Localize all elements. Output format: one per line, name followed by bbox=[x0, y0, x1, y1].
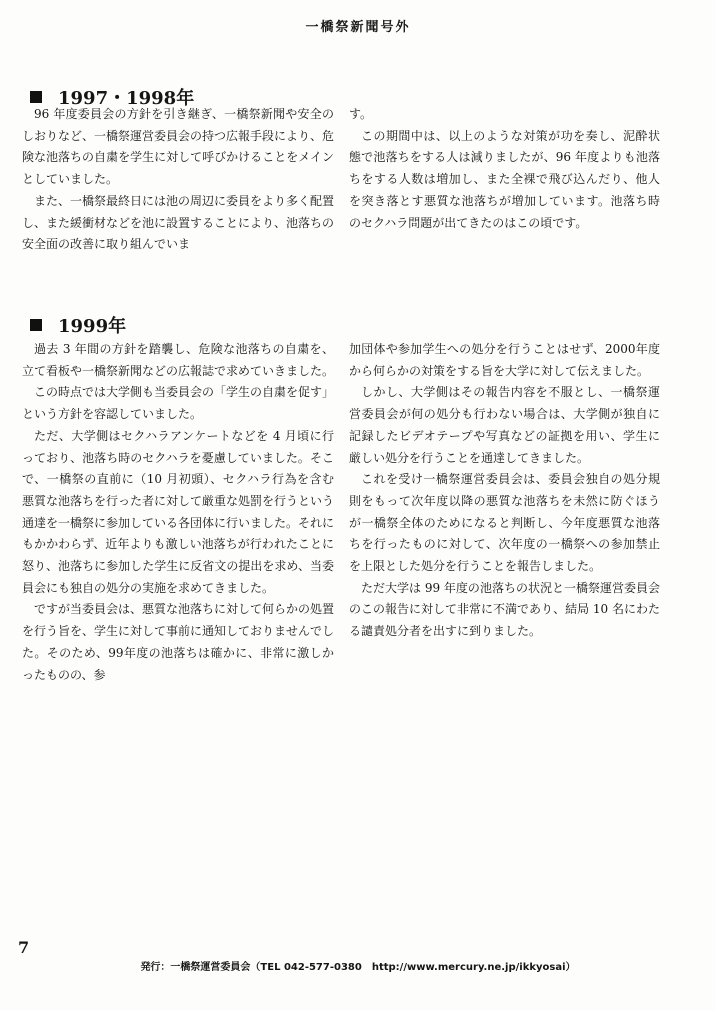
section-2-right-column bbox=[349, 339, 660, 643]
newspaper-header: 一橋祭新聞号外 bbox=[305, 20, 411, 35]
paragraph: これを受け一橋祭運営委員会は、委員会独自の処分規則をもって次年度以降の悪質な池落ちを未然に防ぐほうが一橋祭全体のためになると判断し、今年度悪質な池落ちを行ったものに対して、次年度の一橋祭への参加禁止を上限とした処分を行うことを報告しました。 bbox=[349, 472, 660, 574]
section-heading-1999 bbox=[30, 312, 126, 338]
section-title: 1997・1998年 bbox=[58, 88, 195, 109]
paragraph: この期間中は、以上のような対策が功を奏し、泥酔状態で池落ちをする人は減りましたが、96 年度よりも池落ちをする人数は増加し、また全裸で飛び込んだり、他人を突き落とす悪質な池落ちが増加しています。池落ち時のセクハラ問題が出てきたのはこの頃です。 bbox=[349, 128, 660, 230]
paragraph: 加団体や参加学生への処分を行うことはせず、2000年度から何らかの対策をする旨を大学に対して伝えました。 bbox=[349, 342, 660, 378]
publisher-footer: 発行：一橋祭運営委員会（TEL 042-577-0380 http://www.mercury.ne.jp/ikkyosai） bbox=[140, 962, 576, 973]
paragraph: 96 年度委員会の方針を引き継ぎ、一橋祭新聞や安全のしおりなど、一橋祭運営委員会の持つ広報手段により、危険な池落ちの自粛を学生に対して呼びかけることをメインとしていました。 bbox=[22, 107, 335, 187]
section-1-right-column bbox=[349, 104, 660, 234]
paragraph: この時点では大学側も当委員会の「学生の自粛を促す」という方針を容認していました。 bbox=[22, 385, 335, 422]
section-title: 1999年 bbox=[58, 316, 127, 337]
paragraph: す。 bbox=[349, 107, 373, 121]
paragraph: しかし、大学側はその報告内容を不服とし、一橋祭運営委員会が何の処分も行わない場合は、大学側が独自に記録したビデオテープや写真などの証拠を用い、学生に厳しい処分を行うことを通達してきました。 bbox=[349, 385, 660, 465]
square-bullet-icon bbox=[30, 91, 42, 103]
paragraph: ただ大学は 99 年度の池落ちの状況と一橋祭運営委員会のこの報告に対して非常に不満であり、結局 10 名にわたる譴責処分者を出すに到りました。 bbox=[349, 580, 660, 639]
section-2-left-column bbox=[22, 339, 334, 686]
paragraph: ただ、大学側はセクハラアンケートなどを 4 月頃に行っており、池落ち時のセクハラを憂慮していました。そこで、一橋祭の直前に（10 月初頭）、セクハラ行為を含む悪質な池落ちを行った者に対して厳重な処罰を行うという通達を一橋祭に参加している各団体に行いました。それにもかかわらず、近年よりも激しい池落ちが行われたことに怒り、池落ちに参加した学生に反省文の提出を求め、当委員会にも独自の処分の実施を求めてきました。 bbox=[22, 428, 335, 595]
paragraph: ですが当委員会は、悪質な池落ちに対して何らかの処置を行う旨を、学生に対して事前に通知しておりませんでした。そのため、99年度の池落ちは確かに、非常に激しかったものの、参 bbox=[22, 602, 335, 682]
square-bullet-icon bbox=[30, 319, 42, 331]
section-1-left-column bbox=[22, 104, 334, 256]
paragraph: 過去 3 年間の方針を踏襲し、危険な池落ちの自粛を、立て看板や一橋祭新聞などの広報誌で求めていきました。 bbox=[22, 342, 335, 378]
page-number: 7 bbox=[18, 938, 30, 957]
paragraph: また、一橋祭最終日には池の周辺に委員をより多く配置し、また緩衝材などを池に設置することにより、池落ちの安全面の改善に取り組んでいま bbox=[22, 193, 335, 252]
